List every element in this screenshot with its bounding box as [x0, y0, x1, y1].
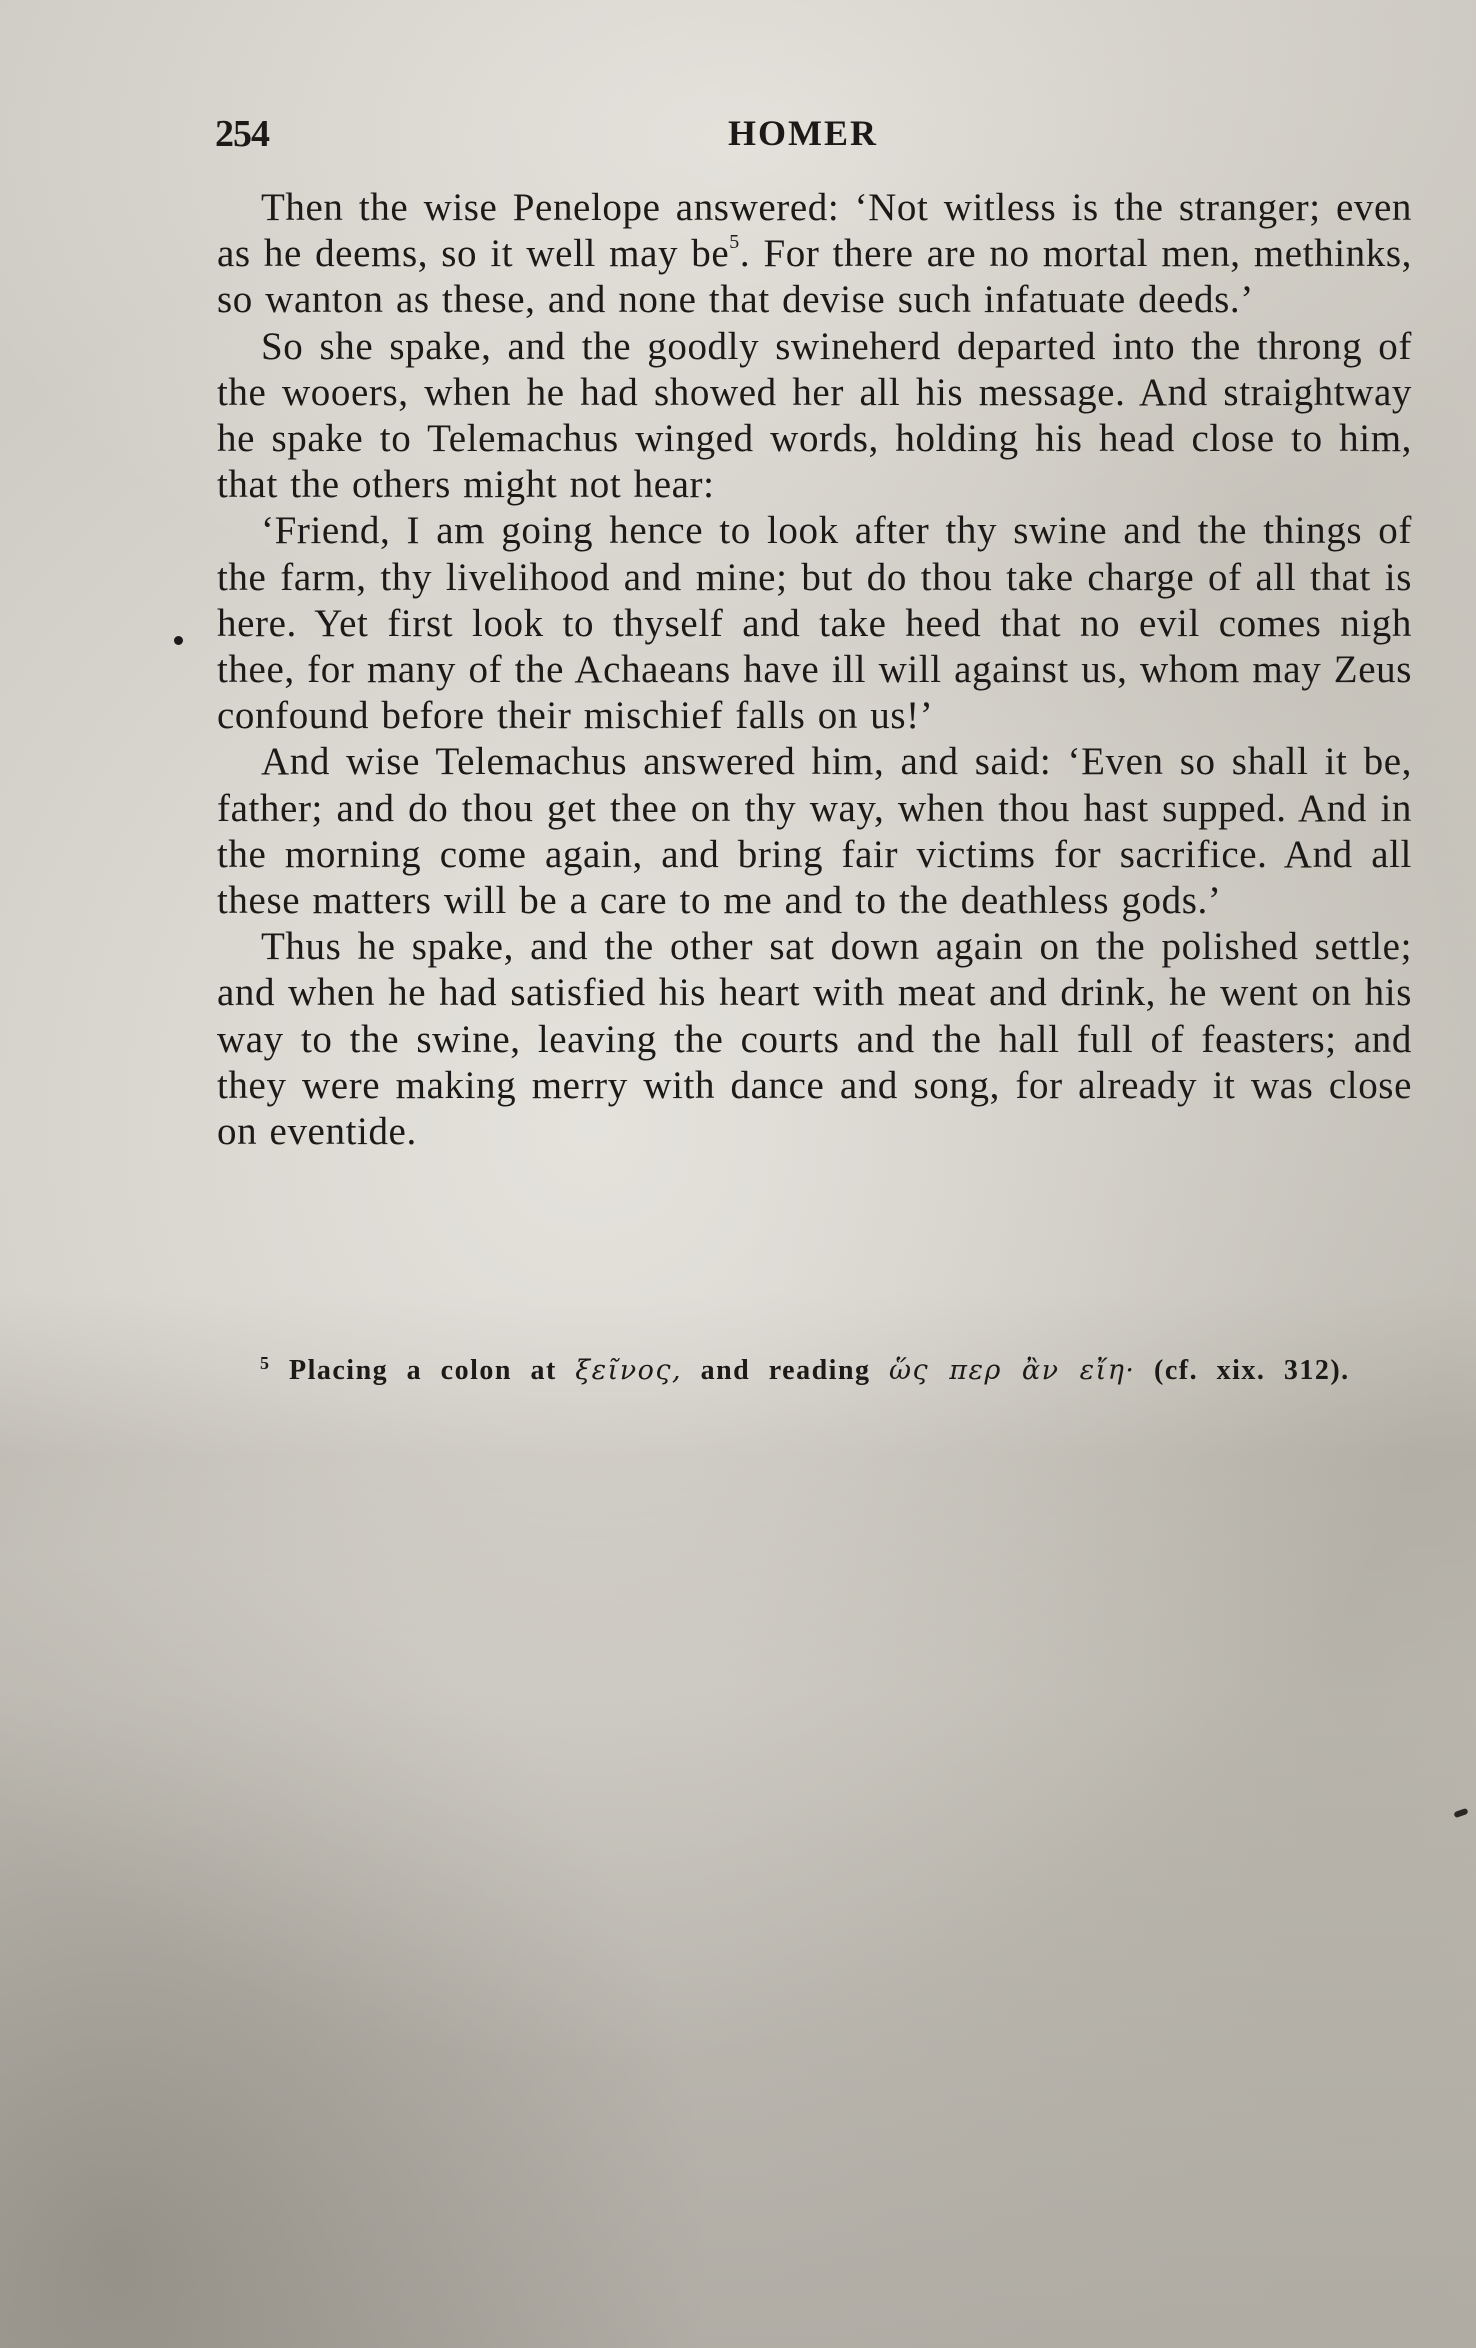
footnote-reference: 5 [729, 231, 740, 254]
paragraph-closing: Thus he spake, and the other sat down again on the polished settle; and when he had satisfied his heart with meat and drink, he went on his way to the swine, leaving the courts and the hall full of feasters; and they were making merry with dance and song, for already it was close on eventide. [217, 925, 1412, 1154]
footnote-greek: ξεῖνος, [575, 1355, 683, 1386]
footnote-text: (cf. xix. 312). [1154, 1355, 1350, 1386]
page-number: 254 [215, 113, 269, 155]
footnote-text: and reading [700, 1355, 871, 1386]
paragraph-swineherd-departs: So she spake, and the goodly swineherd departed into the throng of the wooers, when he had showed her all his message. And straightway he spake to Telemachus winged words, holding his head close to him, that the others might not hear: [217, 324, 1412, 507]
paper-speck [1453, 1808, 1468, 1818]
paragraph-penelope-answer [217, 185, 1412, 324]
margin-mark [174, 636, 183, 645]
footnote-greek: ὥς περ ἂν εἴη· [889, 1355, 1136, 1386]
footnote-text: Placing a colon at [289, 1355, 557, 1386]
paragraph-swineherd-speech: ‘Friend, I am going hence to look after thy swine and the things of the farm, thy livelihood and mine; but do thou take charge of all that is here. Yet first look to thyself and take heed that no evil comes nigh thee, for many of the Achaeans have ill will against us, whom may Zeus confound before their mischief falls on us!’ [217, 509, 1412, 738]
footnote-number: 5 [260, 1353, 271, 1373]
footnote [260, 1355, 1400, 1387]
paragraph-text: . For there are no mortal men, methinks, so wanton as these, and none that devise such infatuate deeds.’ [217, 232, 1412, 322]
page-header [215, 112, 1405, 162]
body-text [217, 185, 1412, 1155]
running-head: HOMER [728, 113, 878, 153]
paragraph-telemachus-answer: And wise Telemachus answered him, and said: ‘Even so shall it be, father; and do thou get thee on thy way, when thou hast supped. And in the morning come again, and bring fair victims for sacrifice. And all these matters will be a care to me and to the deathless gods.’ [217, 740, 1412, 923]
paragraph-text: Then the wise Penelope answered: ‘Not witless is the stranger; even as he deems, so it well may be [217, 186, 1412, 276]
